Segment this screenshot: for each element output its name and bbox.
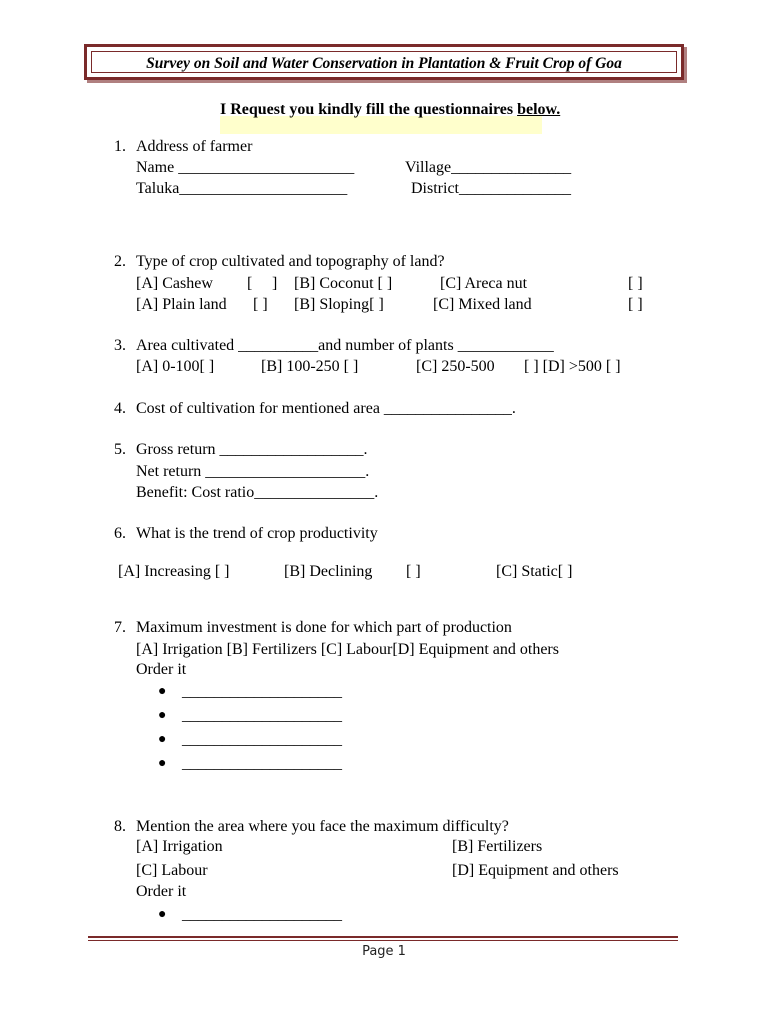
bullet-icon: ● (158, 708, 167, 723)
q6-declining: [B] Declining (284, 563, 373, 580)
q2-plain: [A] Plain land (136, 296, 227, 313)
q8-text: Mention the area where you face the maximum difficulty? (136, 818, 509, 835)
q3-opt-c: [C] 250-500 (416, 358, 495, 375)
q7-number: 7. (114, 619, 126, 636)
q7-order: Order it (136, 661, 187, 678)
q1-name: Name ______________________ (136, 159, 355, 176)
q6-increasing: [A] Increasing [ ] (118, 563, 230, 580)
q2-text: Type of crop cultivated and topography of land? (136, 253, 445, 270)
q3-text: Area cultivated __________and number of plants ____________ (136, 337, 554, 354)
q2-cashew: [A] Cashew (136, 275, 213, 292)
footer-divider (88, 936, 678, 938)
bullet-icon: ● (158, 684, 167, 699)
q8-irrigation: [A] Irrigation (136, 838, 223, 855)
q3-opt-a: [A] 0-100[ ] (136, 358, 215, 375)
bullet-icon: ● (158, 756, 167, 771)
q6-declining-box: [ ] (406, 563, 421, 580)
title-box (84, 44, 684, 80)
request-text: I Request you kindly fill the questionnaires (220, 101, 518, 118)
q6-static: [C] Static[ ] (496, 563, 573, 580)
q8-blank-1: ____________________ (182, 906, 342, 923)
q3-opt-d: [ ] [D] >500 [ ] (524, 358, 621, 375)
q1-taluka: Taluka_____________________ (136, 180, 348, 197)
q6-number: 6. (114, 525, 126, 542)
footer-divider-thin (88, 940, 678, 941)
bullet-icon: ● (158, 907, 167, 922)
q3-opt-b: [B] 100-250 [ ] (261, 358, 359, 375)
q7-text: Maximum investment is done for which part of production (136, 619, 512, 636)
q5-number: 5. (114, 441, 126, 458)
q8-labour: [C] Labour (136, 862, 208, 879)
q2-number: 2. (114, 253, 126, 270)
q1-district: District______________ (411, 180, 571, 197)
q5-net: Net return ____________________. (136, 463, 370, 480)
q7-blank-2: ____________________ (182, 707, 342, 724)
q3-number: 3. (114, 337, 126, 354)
q2-cashew-bracket-close: ] (272, 275, 278, 292)
q2-mixed: [C] Mixed land (433, 296, 532, 313)
q7-blank-4: ____________________ (182, 755, 342, 772)
q2-sloping: [B] Sloping[ ] (294, 296, 384, 313)
q4-text: Cost of cultivation for mentioned area ________________. (136, 400, 516, 417)
q2-areca: [C] Areca nut (440, 275, 528, 292)
document-title: Survey on Soil and Water Conservation in Plantation & Fruit Crop of Goa (91, 51, 677, 73)
q8-equipment: [D] Equipment and others (452, 862, 619, 879)
q1-village: Village_______________ (405, 159, 572, 176)
page-number: Page 1 (362, 944, 406, 959)
request-underlined: below. (517, 101, 561, 118)
q7-blank-3: ____________________ (182, 731, 342, 748)
q6-text: What is the trend of crop productivity (136, 525, 378, 542)
q8-order: Order it (136, 883, 187, 900)
q2-mixed-box: [ ] (628, 296, 643, 313)
q1-number: 1. (114, 138, 126, 155)
request-line (220, 100, 560, 120)
q7-blank-1: ____________________ (182, 683, 342, 700)
q8-number: 8. (114, 818, 126, 835)
q2-areca-box: [ ] (628, 275, 643, 292)
bullet-icon: ● (158, 732, 167, 747)
q5-gross: Gross return __________________. (136, 441, 368, 458)
q4-number: 4. (114, 400, 126, 417)
q5-benefit-cost: Benefit: Cost ratio_______________. (136, 484, 379, 501)
q2-plain-box: [ ] (253, 296, 268, 313)
q2-cashew-bracket-open: [ (247, 275, 253, 292)
q7-options: [A] Irrigation [B] Fertilizers [C] Labour[D] Equipment and others (136, 641, 559, 658)
q1-text: Address of farmer (136, 138, 253, 155)
q2-coconut: [B] Coconut [ ] (294, 275, 393, 292)
q8-fertilizers: [B] Fertilizers (452, 838, 543, 855)
